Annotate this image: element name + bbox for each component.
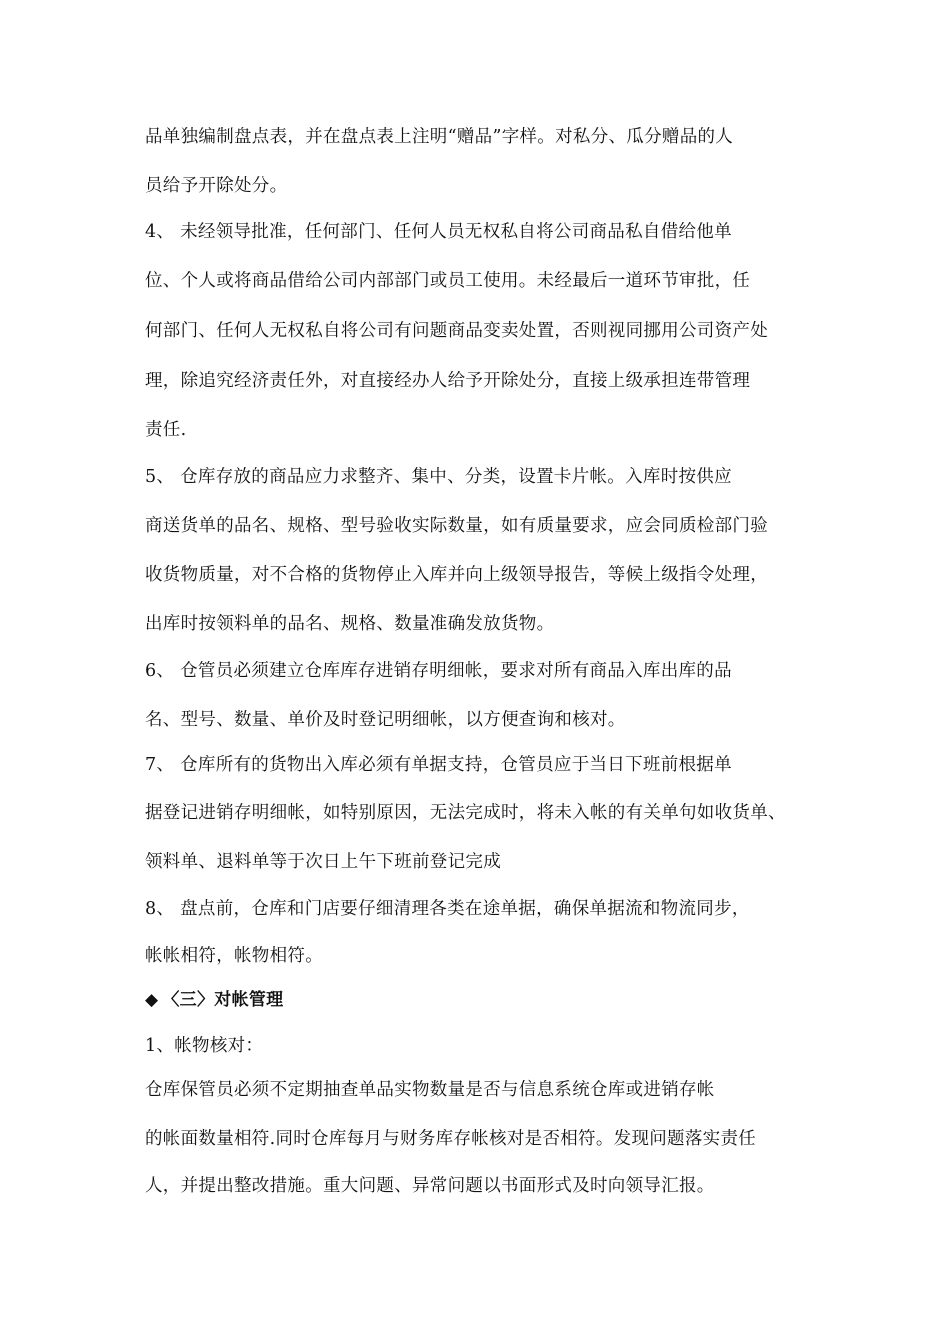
text-line: 5、 仓库存放的商品应力求整齐、集中、分类，设置卡片帐。入库时按供应 [145, 467, 732, 487]
text-line: 人，并提出整改措施。重大问题、异常问题以书面形式及时向领导汇报。 [145, 1176, 715, 1196]
text-line: 领料单、退料单等于次日上午下班前登记完成 [145, 852, 501, 872]
text-line: 责任. [145, 420, 187, 440]
text-line: 收货物质量，对不合格的货物停止入库并向上级领导报告，等候上级指令处理， [145, 565, 768, 585]
text-line: 位、个人或将商品借给公司内部部门或员工使用。未经最后一道环节审批，任 [145, 271, 751, 291]
text-line: 据登记进销存明细帐，如特别原因，无法完成时，将未入帐的有关单句如收货单、 [145, 803, 786, 823]
text-line: 的帐面数量相符.同时仓库每月与财务库存帐核对是否相符。发现问题落实责任 [145, 1129, 757, 1149]
text-line: 出库时按领料单的品名、规格、数量准确发放货物。 [145, 614, 555, 634]
text-line: 4、 未经领导批准，任何部门、任何人员无权私自将公司商品私自借给他单 [145, 222, 732, 242]
text-line: 7、 仓库所有的货物出入库必须有单据支持，仓管员应于当日下班前根据单 [145, 755, 732, 775]
text-line: 何部门、任何人无权私自将公司有问题商品变卖处置，否则视同挪用公司资产处 [145, 321, 768, 341]
section-title: 〈三〉对帐管理 [162, 990, 284, 1010]
text-line: 员给予开除处分。 [145, 176, 288, 196]
text-line: 6、 仓管员必须建立仓库库存进销存明细帐，要求对所有商品入库出库的品 [145, 661, 732, 681]
text-line: 名、型号、数量、单价及时登记明细帐，以方便查询和核对。 [145, 710, 626, 730]
diamond-bullet-icon: ◆ [145, 990, 159, 1010]
text-line: 1、帐物核对： [145, 1036, 264, 1056]
text-line: 理，除追究经济责任外，对直接经办人给予开除处分，直接上级承担连带管理 [145, 371, 751, 391]
text-line: 品单独编制盘点表，并在盘点表上注明“赠品”字样。对私分、瓜分赠品的人 [145, 127, 734, 147]
text-line: 商送货单的品名、规格、型号验收实际数量，如有质量要求，应会同质检部门验 [145, 516, 768, 536]
text-line: 帐帐相符，帐物相符。 [145, 946, 323, 966]
text-line: 8、 盘点前，仓库和门店要仔细清理各类在途单据，确保单据流和物流同步， [145, 899, 750, 919]
text-line: 仓库保管员必须不定期抽查单品实物数量是否与信息系统仓库或进销存帐 [145, 1080, 715, 1100]
section-heading [145, 988, 283, 1012]
